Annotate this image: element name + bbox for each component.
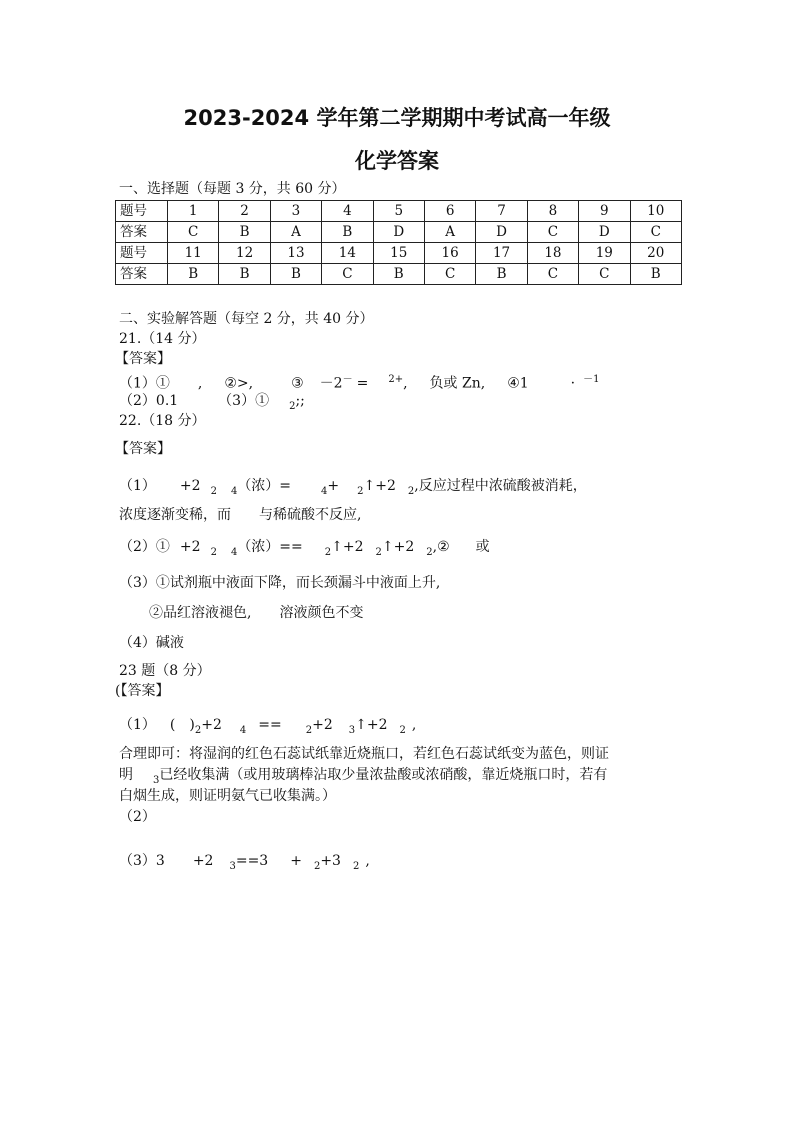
q21-l1-e: －2 — [319, 375, 343, 392]
q22-l1-b: +2 — [179, 478, 201, 494]
q22-l2-c-sub: 2 — [324, 546, 332, 558]
q22-l1-c-sub: 4 — [321, 485, 328, 497]
table-cell: 19 — [579, 243, 630, 264]
table-cell: 18 — [527, 243, 578, 264]
q23-l3-a: 明 — [119, 767, 133, 783]
q22-l2-a: （2）① — [119, 539, 170, 555]
q21-l1-b: , — [197, 375, 203, 392]
table-row-label: 题号 — [116, 201, 168, 222]
table-cell: 3 — [270, 201, 321, 222]
q23-line1 — [119, 716, 416, 740]
table-cell: B — [630, 264, 681, 285]
q21-l1-e-sup: － — [342, 374, 353, 385]
q23-l6-a: （3）3 — [119, 853, 165, 869]
q23-answer-label: (【答案】 — [115, 683, 170, 699]
q23-l6-e-sub: 2 — [352, 860, 360, 872]
q21-line1 — [119, 371, 599, 393]
q23-l1-f-sub: 3 — [348, 724, 356, 736]
q21-l1-k-sup: －1 — [583, 374, 600, 385]
q22-l2-e: ↑+2 — [381, 539, 415, 555]
q23-l1-a: （1） — [119, 717, 156, 733]
table-cell: 9 — [579, 201, 630, 222]
q23-l3-a-sub: 3 — [153, 774, 160, 786]
q21-l1-i: 负或 Zn, — [429, 375, 486, 392]
q22-line1 — [119, 477, 587, 501]
table-row — [116, 243, 682, 264]
q22-l1-a: （1） — [119, 478, 156, 494]
table-cell: 1 — [168, 201, 219, 222]
q21-l1-g-sup: 2+ — [388, 374, 404, 385]
q23-l1-g: ↑+2 — [355, 717, 388, 733]
q23-l6-e: +3 — [320, 853, 341, 869]
q23-l1-g-sub: 2 — [399, 724, 406, 736]
table-cell: B — [373, 264, 424, 285]
table-cell: B — [270, 264, 321, 285]
q22-l1-b-sub2: 4 — [230, 485, 238, 497]
q22-l1-e-sub: 2 — [407, 485, 415, 497]
table-cell: C — [579, 264, 630, 285]
q21-l1-k: · — [570, 375, 576, 392]
q22-l1-d: + — [327, 478, 340, 494]
q21-l1-h: , — [403, 375, 408, 392]
q22-line2 — [119, 538, 490, 562]
table-cell: 14 — [322, 243, 373, 264]
q23-l1-c-sub: 2 — [194, 724, 202, 736]
table-row — [116, 264, 682, 285]
q22-line3: （3）①试剂瓶中液面下降，而长颈漏斗中液面上升, — [119, 575, 441, 591]
q23-l1-h: , — [411, 717, 417, 733]
table-cell: C — [630, 222, 681, 243]
table-cell: C — [527, 222, 578, 243]
q21-l2-b: （3）① — [218, 393, 270, 409]
q23-header: 23 题（8 分） — [119, 663, 211, 679]
table-cell: 15 — [373, 243, 424, 264]
table-cell: 2 — [219, 201, 270, 222]
page-title: 2023-2024 学年第二学期期中考试高一年级 — [183, 106, 611, 130]
q22-l2-b-sub2: 4 — [230, 546, 238, 558]
q22-answer-label: 【答案】 — [115, 441, 171, 457]
q22-l2-d: ↑+2 — [331, 539, 364, 555]
table-cell: 8 — [527, 201, 578, 222]
q21-l1-c: ②>, — [224, 375, 254, 392]
table-cell: 11 — [168, 243, 219, 264]
q22-l2-b: +2 — [179, 539, 201, 555]
table-cell: B — [168, 264, 219, 285]
q23-line5: （2） — [119, 809, 156, 825]
q23-l6-d: + — [290, 853, 302, 869]
table-cell: 10 — [630, 201, 681, 222]
table-cell: D — [476, 222, 527, 243]
q23-line4: 白烟生成，则证明氨气已收集满。） — [119, 788, 336, 804]
table-cell: 20 — [630, 243, 681, 264]
q22-line1b: 浓度逐渐变稀，而 与稀硫酸不反应, — [119, 507, 362, 523]
q21-l1-j: ④1 — [507, 375, 529, 392]
q22-l2-d-sub: 2 — [375, 546, 382, 558]
table-row-label: 答案 — [116, 264, 168, 285]
q22-l2-c: （浓）== — [237, 539, 303, 555]
q23-line6 — [119, 852, 370, 876]
q21-answer-label: 【答案】 — [115, 351, 171, 367]
table-cell: 12 — [219, 243, 270, 264]
q22-l2-b-sub1: 2 — [210, 546, 217, 558]
table-row — [116, 201, 682, 222]
table-cell: 17 — [476, 243, 527, 264]
q22-header: 22.（18 分） — [119, 413, 206, 429]
q23-l1-c: ) — [189, 717, 195, 733]
q23-l1-d: +2 — [201, 717, 222, 733]
table-row-label: 题号 — [116, 243, 168, 264]
q22-l2-g: 或 — [475, 539, 490, 555]
section1-heading: 一、选择题（每题 3 分，共 60 分） — [119, 181, 346, 197]
table-cell: 7 — [476, 201, 527, 222]
table-cell: C — [424, 264, 475, 285]
q21-l1-f: = — [356, 375, 369, 392]
table-cell: B — [219, 222, 270, 243]
q22-l1-c: （浓）= — [237, 478, 292, 494]
table-cell: 5 — [373, 201, 424, 222]
q22-l2-f: ,② — [432, 539, 450, 555]
q23-l1-f: +2 — [312, 717, 333, 733]
q21-l1-a: （1）① — [119, 375, 170, 392]
table-cell: B — [476, 264, 527, 285]
section2-heading: 二、实验解答题（每空 2 分，共 40 分） — [119, 311, 374, 327]
table-cell: 6 — [424, 201, 475, 222]
table-row-label: 答案 — [116, 222, 168, 243]
q21-l2-a: （2）0.1 — [119, 393, 179, 409]
answer-table — [115, 200, 682, 285]
q21-header: 21.（14 分） — [119, 331, 206, 347]
table-cell: B — [219, 264, 270, 285]
q23-l1-d-sub: 4 — [239, 724, 247, 736]
q21-l1-d: ③ — [291, 375, 304, 392]
q23-l6-d-sub: 2 — [313, 860, 321, 872]
table-cell: A — [424, 222, 475, 243]
table-cell: 16 — [424, 243, 475, 264]
table-cell: B — [322, 222, 373, 243]
q21-l2-b-sub: 2 — [289, 400, 296, 412]
table-cell: C — [527, 264, 578, 285]
q22-l1-d-sub: 2 — [357, 485, 364, 497]
table-cell: 4 — [322, 201, 373, 222]
q22-l1-f: ,反应过程中浓硫酸被消耗， — [414, 478, 587, 494]
q23-line2: 合理即可：将湿润的红色石蕊试纸靠近烧瓶口，若红色石蕊试纸变为蓝色，则证 — [119, 746, 609, 762]
q22-l1-e: ↑+2 — [363, 478, 396, 494]
q23-l6-b: +2 — [192, 853, 214, 869]
q23-l1-e: == — [258, 717, 282, 733]
table-cell: A — [270, 222, 321, 243]
q23-l6-b-sub: 3 — [229, 860, 236, 872]
table-row — [116, 222, 682, 243]
q23-l1-e-sub: 2 — [305, 724, 313, 736]
table-cell: 13 — [270, 243, 321, 264]
table-cell: C — [322, 264, 373, 285]
q22-line5: （4）碱液 — [119, 635, 184, 651]
q23-l1-b: ( — [169, 717, 176, 733]
table-cell: D — [579, 222, 630, 243]
table-cell: D — [373, 222, 424, 243]
q21-l2-c: ;; — [295, 393, 305, 409]
q23-l6-f: , — [365, 853, 370, 869]
q22-l1-b-sub1: 2 — [210, 485, 217, 497]
table-cell: C — [168, 222, 219, 243]
q22-line4: ②品红溶液褪色, 溶液颜色不变 — [149, 605, 364, 621]
q23-l6-c: ==3 — [235, 853, 269, 869]
q22-l2-e-sub: 2 — [426, 546, 433, 558]
page-subtitle: 化学答案 — [355, 149, 439, 173]
q23-l3-b: 已经收集满（或用玻璃棒沾取少量浓盐酸或浓硝酸，靠近烧瓶口时，若有 — [159, 767, 608, 783]
